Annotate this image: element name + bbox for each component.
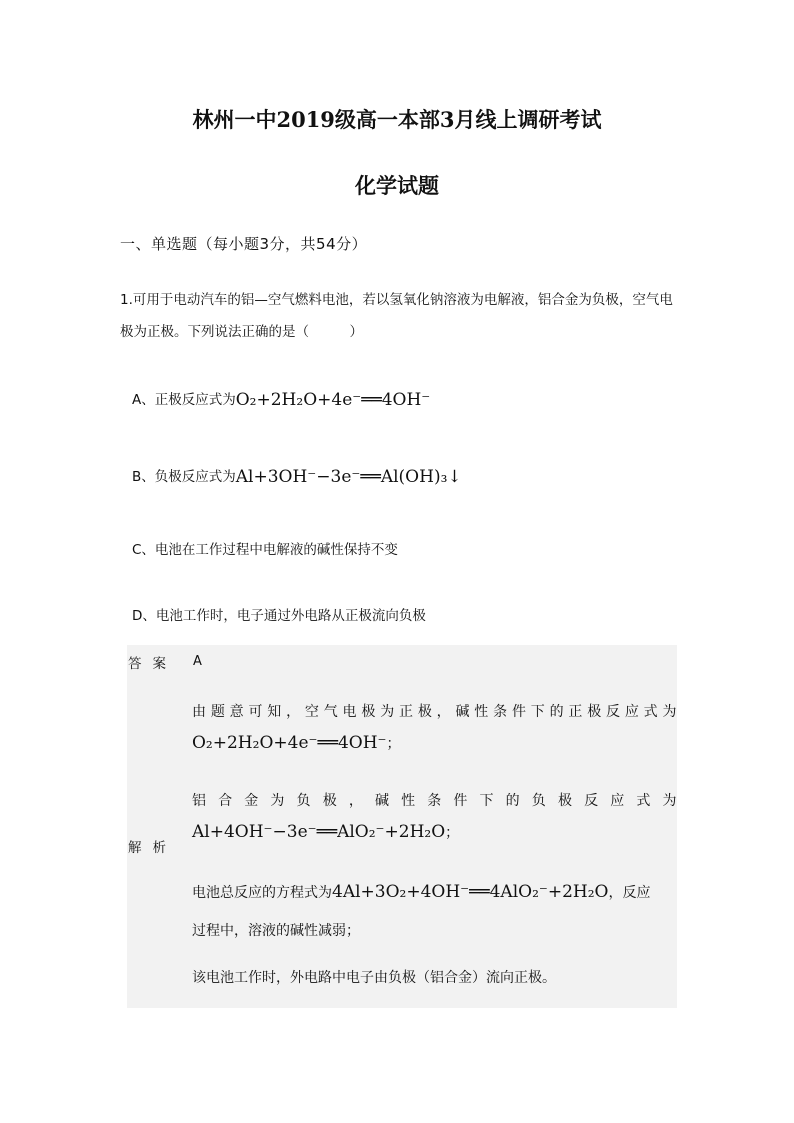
- explanation-line-5: 该电池工作时，外电路中电子由负极（铝合金）流向正极。: [192, 970, 556, 986]
- exam-subtitle: 化学试题: [355, 174, 439, 198]
- explanation-equation-2-row: [192, 822, 677, 842]
- explanation-label: 解析: [128, 840, 177, 856]
- option-c-text: C、电池在工作过程中电解液的碱性保持不变: [132, 542, 398, 558]
- option-a: [132, 388, 430, 410]
- explanation-equation-1: O₂+2H₂O+4e⁻══4OH⁻: [192, 733, 387, 753]
- answer-label: 答案: [128, 656, 177, 672]
- section-heading: 一、单选题（每小题3分，共54分）: [120, 235, 368, 253]
- option-d: [132, 604, 426, 624]
- option-a-text: A、正极反应式为: [132, 392, 236, 408]
- explanation-equation-2: Al+4OH⁻−3e⁻══AlO₂⁻+2H₂O: [192, 822, 446, 842]
- explanation-equation-2-tail: ；: [445, 825, 460, 841]
- option-c: [132, 538, 398, 558]
- explanation-line-3-suffix: ，反应: [608, 885, 651, 901]
- explanation-equation-1-row: [192, 733, 677, 753]
- explanation-line-3-prefix: 电池总反应的方程式为: [192, 885, 332, 901]
- question-stem: 1.可用于电动汽车的铝—空气燃料电池，若以氢氧化钠溶液为电解液，铝合金为负极，空气电极为正极。下列说法正确的是（ ）: [120, 292, 673, 340]
- option-b: [132, 465, 462, 487]
- exam-title: 林州一中2019级高一本部3月线上调研考试: [192, 107, 602, 132]
- explanation-line-3: [192, 882, 677, 902]
- option-d-text: D、电池工作时，电子通过外电路从正极流向负极: [132, 608, 426, 624]
- explanation-line-1: 由题意可知，空气电极为正极，碱性条件下的正极反应式为: [192, 704, 677, 720]
- option-b-text: B、负极反应式为: [132, 469, 236, 485]
- explanation-equation-1-tail: ；: [386, 736, 401, 752]
- explanation-line-2: 铝合金为负极，碱性条件下的负极反应式为: [192, 793, 677, 809]
- explanation-equation-3: 4Al+3O₂+4OH⁻══4AlO₂⁻+2H₂O: [332, 882, 609, 902]
- explanation-line-4: 过程中，溶液的碱性减弱；: [192, 923, 360, 939]
- answer-value: A: [193, 654, 202, 669]
- option-b-equation: Al+3OH⁻−3e⁻══Al(OH)₃↓: [235, 467, 462, 487]
- option-a-equation: O₂+2H₂O+4e⁻══4OH⁻: [235, 390, 431, 410]
